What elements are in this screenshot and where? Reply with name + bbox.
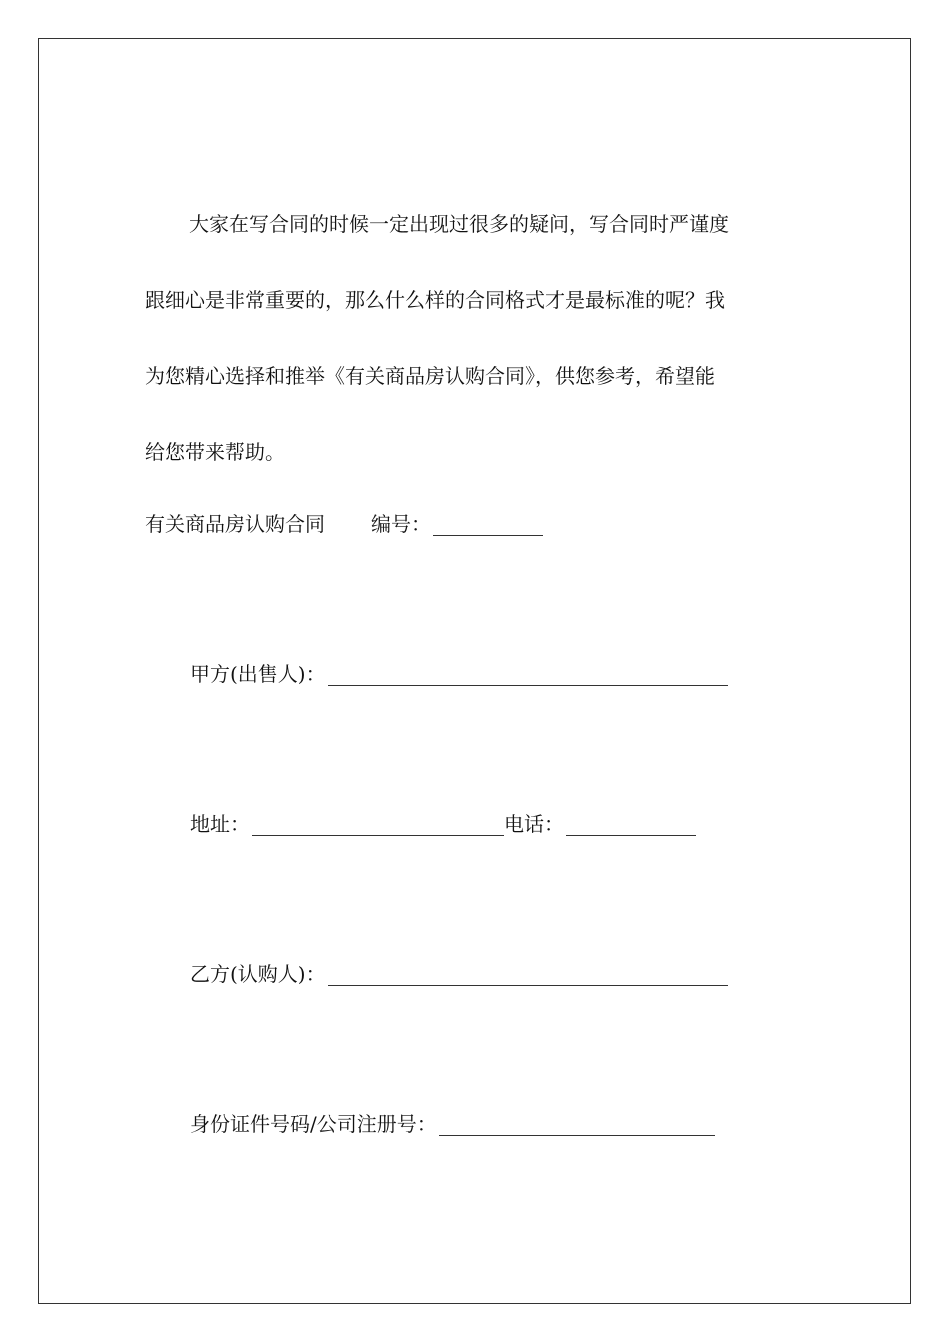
address-row [190,812,696,836]
contract-number-field[interactable] [433,515,543,536]
id-label: 身份证件号码/公司注册号： [190,1112,437,1136]
contract-number-label: 编号： [371,512,431,536]
buyer-label: 乙方(认购人)： [190,962,326,986]
contract-title: 有关商品房认购合同 [145,512,325,536]
address-field[interactable] [252,815,504,836]
intro-line-1: 大家在写合同的时候一定出现过很多的疑问，写合同时严谨度 [189,212,729,236]
intro-line-4: 给您带来帮助。 [145,440,285,464]
phone-field[interactable] [566,815,696,836]
seller-field[interactable] [328,665,728,686]
buyer-row [190,962,728,986]
seller-row [190,662,728,686]
seller-label: 甲方(出售人)： [190,662,326,686]
buyer-field[interactable] [328,965,728,986]
contract-title-line [145,512,543,536]
address-label: 地址： [190,812,250,836]
id-field[interactable] [439,1115,715,1136]
id-row [190,1112,715,1136]
phone-label: 电话： [504,812,564,836]
intro-line-3: 为您精心选择和推举《有关商品房认购合同》，供您参考，希望能 [145,364,715,388]
intro-line-2: 跟细心是非常重要的，那么什么样的合同格式才是最标准的呢？我 [145,288,725,312]
intro-paragraph [145,212,795,516]
